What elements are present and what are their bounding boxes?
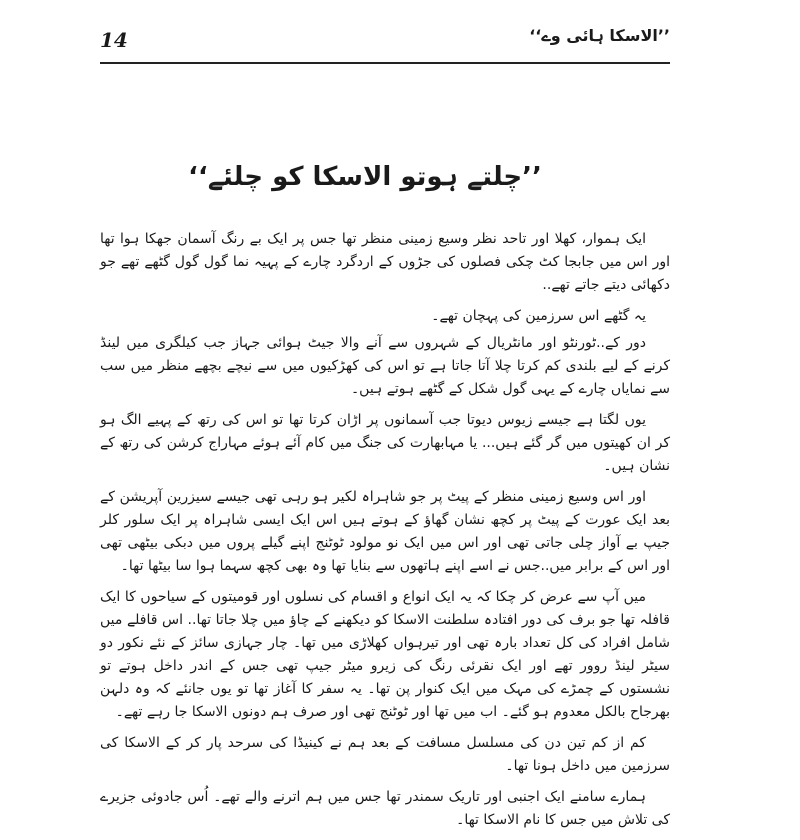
running-title: ’’الاسکا ہائی وے‘‘ — [529, 26, 670, 45]
page-header — [100, 22, 670, 64]
paragraph: دور کے..ٹورنٹو اور مانٹریال کے شہروں سے آنے والا جیٹ ہوائی جہاز جب کیلگری میں لینڈ کرنے کے لیے بلندی کم کرتا چلا آتا جاتا ہے تو اس کی کھڑکیوں میں سے نیچے بچھے منظر میں سب سے نمایاں چارے کے یہی گول شکل کے گٹھے ہوتے ہیں۔ — [100, 335, 670, 397]
paragraph: اور اس وسیع زمینی منظر کے پیٹ پر جو شاہراہ لکیر ہو رہی تھی جیسے سیزرین آپریشن کے بعد ایک عورت کے پیٹ پر کچھ نشان گھاؤ کے ہوتے ہیں اس ایک ایسی شاہراہ پر ایک سلور کلر جیپ بے آواز چلی جاتی تھی اور اس میں ایک نو مولود ٹوٹنج اپنے گیلے پروں میں دبکی بیٹھی تھی اور اس کے برابر میں..جس نے اسے اپنے ہاتھوں سے بنایا تھا وہ بھی کچھ سہما ہوا سا بیٹھا تھا۔ — [100, 489, 670, 574]
paragraph: کم از کم تین دن کی مسلسل مسافت کے بعد ہم نے کینیڈا کی سرحد پار کر کے الاسکا کی سرزمین میں داخل ہونا تھا۔ — [100, 735, 670, 774]
paragraph: ہمارے سامنے ایک اجنبی اور تاریک سمندر تھا جس میں ہم اترنے والے تھے۔ اُس جادوئی جزیرے کی تلاش میں جس کا نام الاسکا تھا۔ — [100, 789, 670, 828]
body-text — [100, 228, 670, 840]
paragraph: یوں لگتا ہے جیسے زیوس دیوتا جب آسمانوں پر اڑان کرتا تھا تو اس کی رتھ کے پہیے الگ ہو کر ان کھیتوں میں گر گئے ہیں... یا مہابھارت کی جنگ میں کام آئے ہوئے مہاراج کرشن کی رتھ کے نشان ہیں۔ — [100, 412, 670, 474]
page-number: 14 — [100, 28, 128, 52]
paragraph: یہ گٹھے اس سرزمین کی پہچان تھے۔ — [431, 308, 646, 324]
paragraph: ایک ہموار، کھلا اور تاحد نظر وسیع زمینی منظر تھا جس پر ایک بے رنگ آسمان جھکا ہوا تھا اور اس میں جابجا کٹ چکی فصلوں کی جڑوں کے اردگرد چارے کے پہیہ نما گول گول گٹھے تھے جو دکھائی دیتے جاتے تھے.. — [100, 231, 670, 293]
chapter-title: ’’چلتے ہوتو الاسکا کو چلئے‘‘ — [188, 162, 542, 192]
paragraph: میں آپ سے عرض کر چکا کہ یہ ایک انواع و اقسام کی نسلوں اور قومیتوں کے سیاحوں کا ایک قافلہ تھا جو برف کی دور افتادہ سلطنت الاسکا کو دیکھنے کے چاؤ میں چلا جاتا تھا.. اس قافلے میں شامل افراد کی کل تعداد بارہ تھی اور تیرہواں کھلاڑی میں تھا۔ چار جہازی سائز کے نئے نکور دو سیٹر لینڈ روور تھے اور ایک نقرئی رنگ کی زیرو میٹر جیپ تھی جس کے اندر داخل ہوتے تو نشستوں کے چمڑے کی مہک میں ایک کنوار پن تھا۔ یہ سفر کا آغاز تھا تو یوں جانئے کہ وہ دلہن بھرجاح بالکل معدوم ہو گئے۔ اب میں تھا اور ٹوٹنج تھی اور صرف ہم دونوں الاسکا جا رہے تھے۔ — [100, 589, 670, 720]
